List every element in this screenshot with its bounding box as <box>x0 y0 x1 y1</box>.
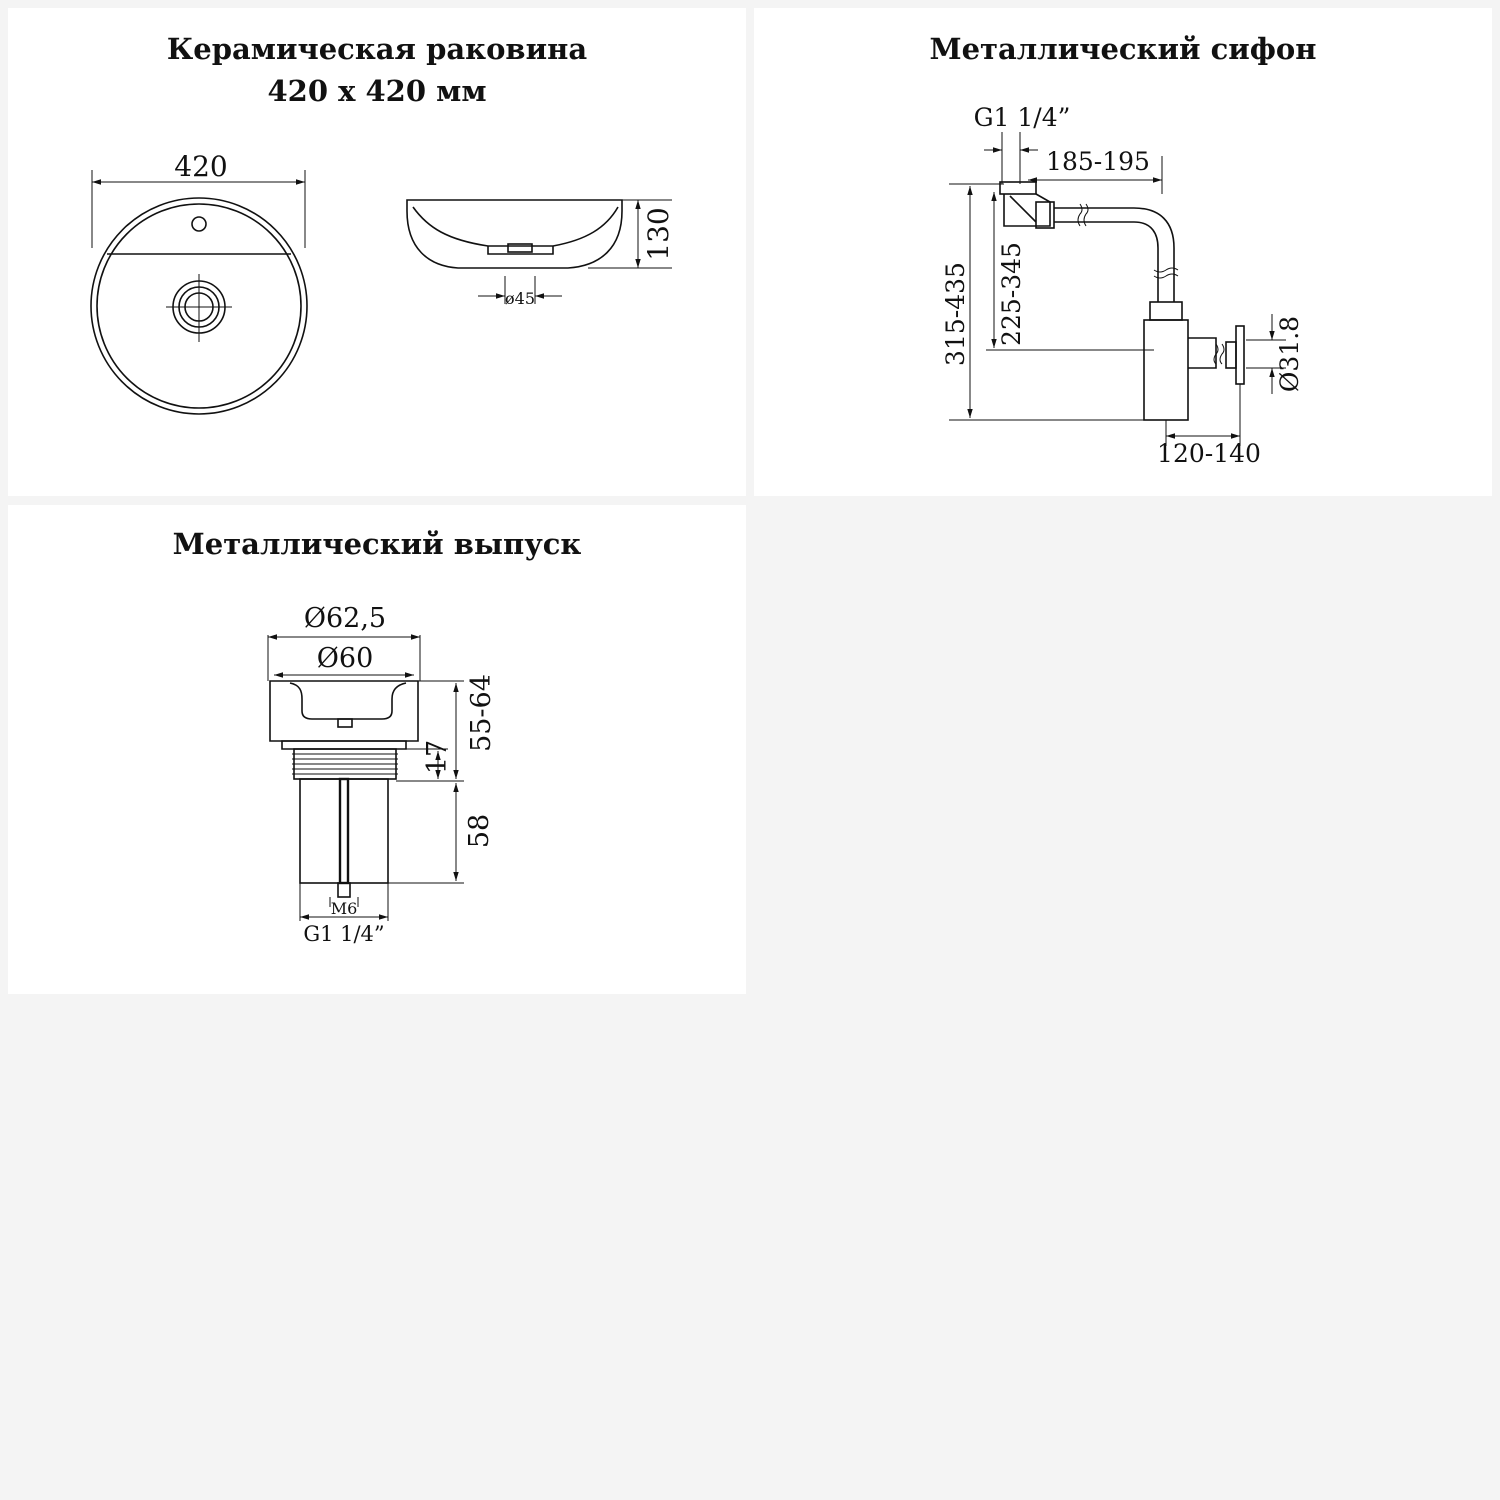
sink-height-label: 130 <box>642 207 675 261</box>
sink-drain-dia-label: ø45 <box>505 289 535 308</box>
drain-panel <box>8 505 746 994</box>
drain-inner-dia-label: Ø60 <box>316 643 374 674</box>
drain-bolt-label: M6 <box>330 899 358 918</box>
siphon-thread-label: G1 1/4” <box>973 103 1071 132</box>
drain-length-label: 55-64 <box>466 674 497 752</box>
drain-body <box>270 681 418 897</box>
siphon-outlet-label: Ø31.8 <box>1275 315 1304 393</box>
siphon-inlet-height-label: 225-345 <box>997 242 1026 346</box>
siphon-title: Металлический сифон <box>929 32 1317 66</box>
drain-thread-label: G1 1/4” <box>303 922 385 946</box>
sink-title-line1: Керамическая раковина <box>166 32 588 66</box>
drain-drawing <box>8 505 746 994</box>
siphon-body <box>1000 182 1244 420</box>
drain-hole-icon <box>166 274 232 342</box>
siphon-total-height-label: 315-435 <box>941 262 970 366</box>
siphon-drawing <box>754 8 1492 496</box>
drain-outer-dia-label: Ø62,5 <box>303 603 387 634</box>
sink-drawing <box>8 8 746 496</box>
sink-top-view <box>91 150 307 414</box>
sink-side-view <box>407 200 675 308</box>
siphon-panel <box>754 8 1492 496</box>
drain-thread-len-label: 17 <box>422 739 453 775</box>
drain-title: Металлический выпуск <box>172 527 582 561</box>
sink-panel <box>8 8 746 496</box>
drain-thread <box>292 749 398 779</box>
faucet-hole <box>192 217 206 231</box>
siphon-depth-label: 120-140 <box>1157 439 1261 468</box>
sink-width-label: 420 <box>174 150 228 183</box>
sink-title-line2: 420 х 420 мм <box>267 74 487 108</box>
siphon-reach-label: 185-195 <box>1046 147 1150 176</box>
drain-body-len-label: 58 <box>464 813 495 849</box>
